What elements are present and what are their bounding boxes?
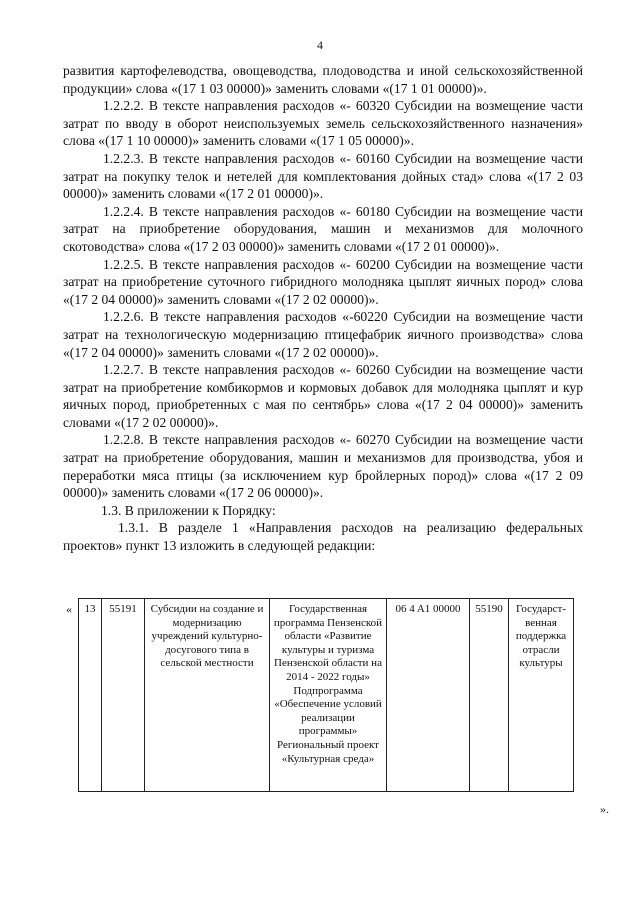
table-cell-purpose: Государст-венная поддержка отрасли культуры (509, 599, 574, 792)
paragraph: 1.2.2.2. В тексте направления расходов «- 60320 Субсидии на возмещение части затрат по вводу в оборот неиспользуемых земель сельскохозяйственного назначения» слова «(17 1 10 00000)» заменить словами «(17 1 05 00000)». (63, 98, 583, 149)
paragraph: 1.3. В приложении к Порядку: (101, 502, 276, 518)
paragraph: 1.2.2.4. В тексте направления расходов «- 60180 Субсидии на возмещение части затрат на приобретение оборудования, машин и механизмов для молочного скотоводства» слова «(17 2 03 00000)» заменить словами «(17 2 01 00000)». (63, 203, 583, 254)
table-row (79, 599, 574, 792)
quote-open: « (66, 602, 72, 616)
paragraph: 1.2.2.6. В тексте направления расходов «-60220 Субсидии на возмещение части затрат на технологическую модернизацию птицефабрик яичного производства» слова «(17 2 04 00000)» заменить словами «(17 2 02 00000)». (63, 309, 583, 360)
table-cell-item-number: 13 (79, 599, 102, 792)
table-cell-direction-code: 55190 (470, 599, 509, 792)
paragraph: 1.3.1. В разделе 1 «Направления расходов на реализацию федеральных проектов» пункт 13 изложить в следующей редакции: (63, 520, 583, 554)
quote-close: ». (600, 802, 609, 816)
document-body (63, 62, 583, 555)
table-cell-target-article: 06 4 A1 00000 (387, 599, 470, 792)
paragraph: 1.2.2.7. В тексте направления расходов «- 60260 Субсидии на возмещение части затрат на приобретение комбикормов и кормовых добавок для молодняка цыплят и кур яичных пород, приобретенных с мая по сентябрь» слова «(17 2 04 00000)» заменить словами «(17 2 02 00000)». (63, 362, 583, 430)
paragraph: развития картофелеводства, овощеводства, плодоводства и иной сельскохозяйственной продукции» слова «(17 1 03 00000)» заменить словами «(17 1 01 00000)». (63, 63, 583, 96)
table-cell-code: 55191 (102, 599, 145, 792)
amendment-table (78, 598, 574, 792)
paragraph: 1.2.2.8. В тексте направления расходов «- 60270 Субсидии на возмещение части затрат на приобретение оборудования, машин и механизмов для производства, убоя и переработки мяса птицы (за исключением кур бройлерных пород)» слова «(17 2 09 00000)» заменить словами «(17 2 06 00000)». (63, 432, 583, 501)
paragraph: 1.2.2.3. В тексте направления расходов «- 60160 Субсидии на возмещение части затрат на покупку телок и нетелей для комплектования дойных стад» слова «(17 2 03 00000)» заменить словами «(17 2 01 00000)». (63, 150, 583, 202)
page-number: 4 (317, 38, 323, 52)
table-cell-description: Субсидии на создание и модернизацию учреждений культурно-досугового типа в сельской местности (145, 599, 270, 792)
table-cell-program: Государственная программа Пензенской области «Развитие культуры и туризма Пензенской области на 2014 - 2022 годы» Подпрограмма «Обеспечение условий реализации программы» Региональный проект «Культурная среда» (270, 599, 387, 792)
paragraph: 1.2.2.5. В тексте направления расходов «- 60200 Субсидии на возмещение части затрат на приобретение суточного гибридного молодняка цыплят яичных пород» слова «(17 2 04 00000)» заменить словами «(17 2 02 00000)». (63, 256, 583, 307)
